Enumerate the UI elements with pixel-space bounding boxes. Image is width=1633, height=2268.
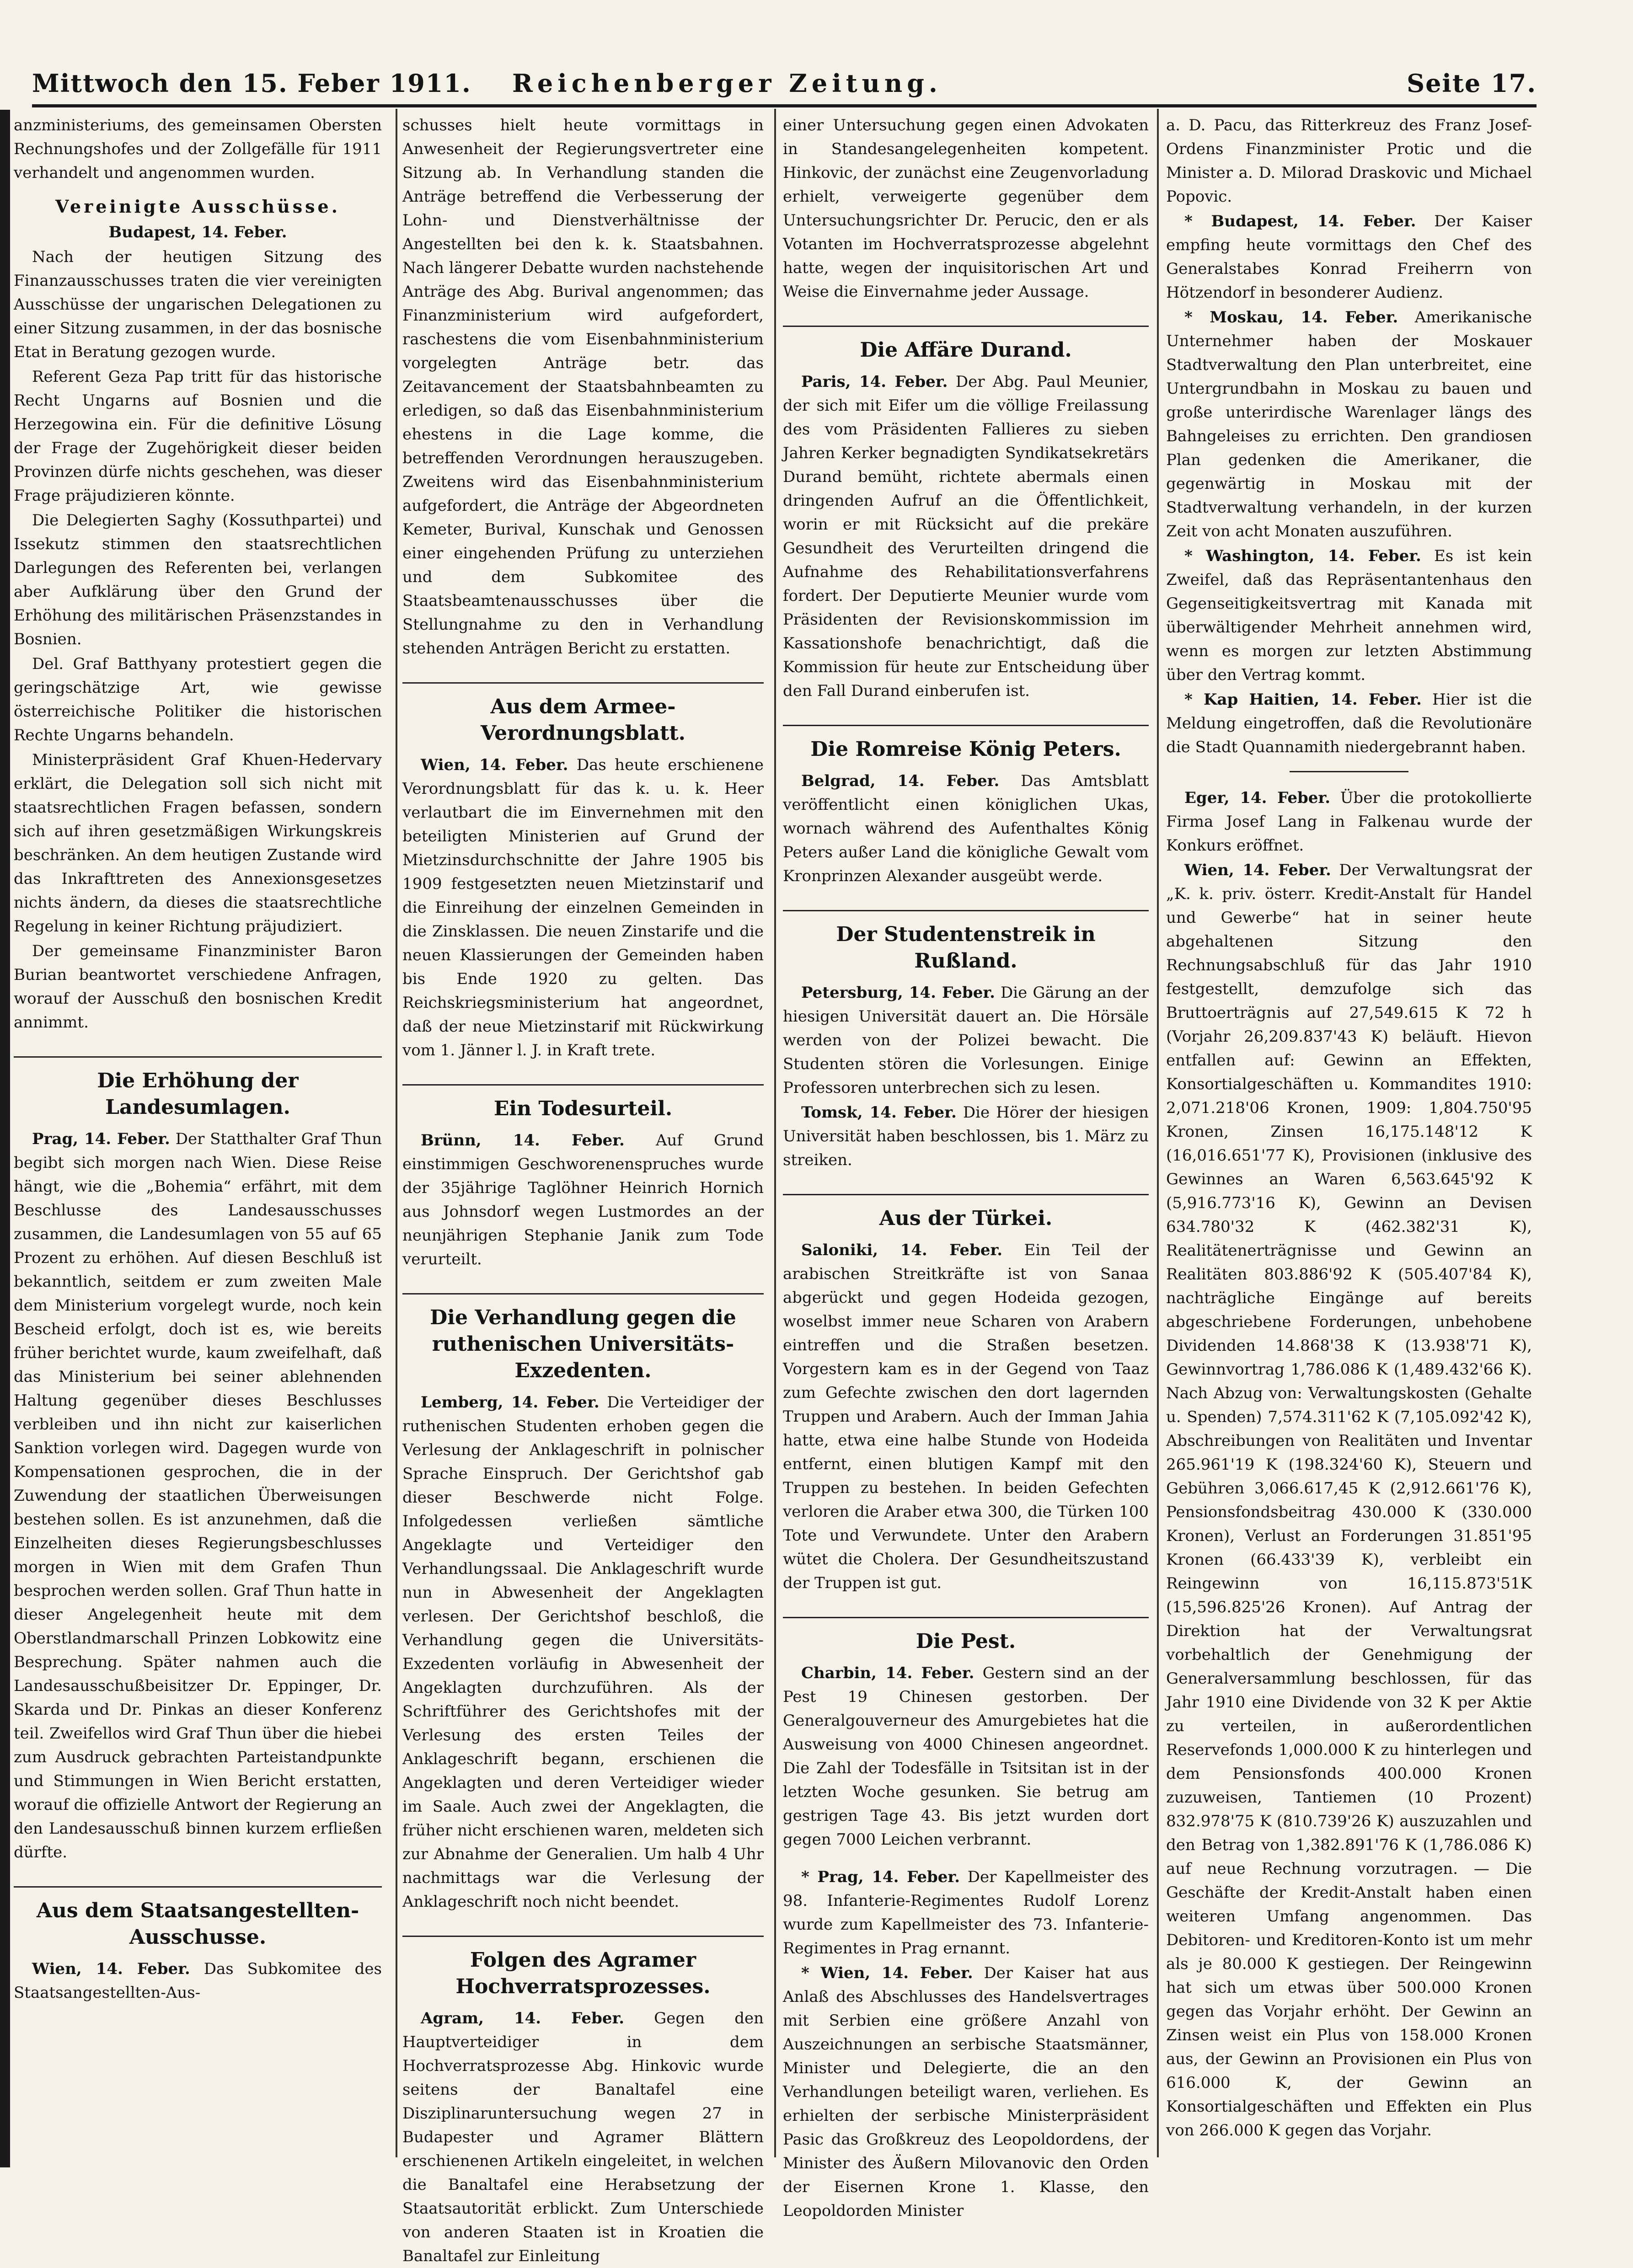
scan-edge-shadow <box>0 110 10 2167</box>
column-4 <box>1166 113 1532 2162</box>
dateline: * Budapest, 14. Feber. <box>1184 212 1416 230</box>
column-1 <box>14 113 382 2162</box>
paragraph: Der Verwaltungsrat der „K. k. priv. österr. Kredit-Anstalt für Handel und Gewerbe“ hat in seiner heute abgehaltenen Sitzung den Rechnungsabschluß für das Jahr 1910 festgestellt, demzufolge sich das Bruttoerträgnis auf 27,549.615 K 72 h (Vorjahr 26,209.837'43 K) beläuft. Hievon entfallen auf: Gewinn an Effekten, Konsortialgeschäften u. Kommandites 1910: 2,071.218'06 Kronen, 1909: 1,804.750'95 Kronen, Zinsen 16,175.148'12 K (16,016.651'77 K), Provisionen (inklusive des Gewinnes an Waren 6,563.645'92 K (5,916.773'16 K), Gewinn an Devisen 634.780'32 K (462.382'31 K), Realitätenerträgnisse und Gewinn an Realitäten 803.886'92 K (505.407'84 K), nachträgliche Eingänge auf bereits abgeschriebene Forderungen, unbehobene Dividenden 14.868'38 K (13.938'71 K), Gewinnvortrag 1,786.086 K (1,489.432'66 K). Nach Abzug von: Verwaltungskosten (Gehalte u. Spenden) 7,574.311'62 K (7,105.092'42 K), Abschreibungen von Realitäten und Inventar 265.961'19 K (198.324'60 K), Steuern und Gebühren 3,066.617,45 K (2,912.661'76 K), Pensionsfondsbeitrag 430.000 K (330.000 Kronen), Verlust an Forderungen 31.851'95 Kronen (66.433'39 K), verbleibt ein Reingewinn von 16,115.873'51K (15,596.825'26 Kronen). Auf Antrag der Direktion hat der Verwaltungsrat vorbehaltlich der Genehmigung der Generalversammlung beschlossen, für das Jahr 1910 eine Dividende von 32 K per Aktie zu verteilen, in außerordentlichen Reservefonds 1,000.000 K zu hinterlegen und dem Pensionsfonds 400.000 Kronen zuzuweisen, Tantiemen (10 Prozent) 832.978'75 K (810.739'26 K) auszuzahlen und den Betrag von 1,382.891'76 K (1,786.086 K) auf neue Rechnung vorzutragen. — Die Geschäfte der Kredit-Anstalt haben einen weiteren Umfang angenommen. Das Debitoren- und Kreditoren-Konto ist um mehr als je 80.000 K gestiegen. Der Reingewinn hat sich um etwas über 500.000 Kronen gegen das Vorjahr erhöht. Der Gewinn an Zinsen weist ein Plus von 158.000 Kronen aus, der Gewinn an Provisionen ein Plus von 616.000 K, der Gewinn an Konsortialgeschäften und Effekten ein Plus von 266.000 K gegen das Vorjahr. <box>1166 861 1532 2140</box>
dateline: Agram, 14. Feber. <box>421 2009 625 2027</box>
article-heading: Aus der Türkei. <box>783 1194 1149 1232</box>
dateline: Paris, 14. Feber. <box>801 373 948 391</box>
paragraph: Der Kaiser hat aus Anlaß des Abschlusses des Handelsvertrages mit Serbien eine größere Anzahl von Auszeichnungen an serbische Staatsmänner, Minister und Delegierte, die an den Verhandlungen beteiligt waren, verliehen. Es erhielten der serbische Ministerpräsident Pasic das Großkreuz des Leopoldordens, der Minister des Äußern Milovanovic den Orden der Eisernen Krone 1. Klasse, den Leopoldorden Minister <box>783 1964 1149 2220</box>
article-fragment: einer Untersuchung gegen einen Advokaten in Standesangelegenheiten kompetent. Hinkovic, der zunächst eine Zeugenvorladung erhielt, verweigerte gegenüber dem Untersuchungsrichter Dr. Perucic, den er als Votanten im Hochverratsprozesse abgelehnt hatte, wegen der inquisitorischen Art und Weise die Einvernahme jeder Aussage. <box>783 116 1149 301</box>
paragraph: Gestern sind an der Pest 19 Chinesen gestorben. Der Generalgouverneur des Amurgebietes hat die Ausweisung von 4000 Chinesen angeordnet. Die Zahl der Todesfälle in Tsitsitan ist in der letzten Woche gesunken. Sie betrug am gestrigen Tage 43. Bis jetzt wurden dort gegen 7000 Leichen verbrannt. <box>783 1664 1149 1849</box>
paragraph: Die Verteidiger der ruthenischen Studenten erhoben gegen die Verlesung der Anklageschrift in polnischer Sprache Einspruch. Der Gerichtshof gab dieser Beschwerde nicht Folge. Infolgedessen verließen sämtliche Angeklagte und Verteidiger den Verhandlungssaal. Die Anklageschrift wurde nun in Abwesenheit der Angeklagten verlesen. Der Gerichtshof beschloß, die Verhandlung gegen die Universitäts-Exzedenten vorläufig in Abwesenheit der Angeklagten durchzuführen. Als der Schriftführer des Gerichtshofes mit der Verlesung des ersten Teiles der Anklageschrift begann, erschienen die Angeklagten und deren Verteidiger wieder im Saale. Auch zwei der Angeklagten, die früher nicht erschienen waren, meldeten sich zur Abnahme der Generalien. Um halb 4 Uhr nachmittags war die Verlesung der Anklageschrift noch nicht beendet. <box>402 1393 764 1911</box>
paragraph: Del. Graf Batthyany protestiert gegen die geringschätzige Art, wie gewisse österreichische Politiker die historischen Rechte Ungarns behandeln. <box>14 655 382 744</box>
column-3 <box>783 113 1149 2220</box>
article-fragment: schusses hielt heute vormittags in Anwesenheit der Regierungsvertreter eine Sitzung ab. In Verhandlung standen die Anträge betreffend die Verbesserung der Lohn- und Dienstverhältnisse der Angestellten bei den k. k. Staatsbahnen. Nach längerer Debatte wurden nachstehende Anträge des Abg. Burival angenommen; das Finanzministerium wird aufgefordert, raschestens die vom Eisenbahnministerium vorgelegten Anträge betr. das Zeitavancement der Staatsbahnbeamten zu erledigen, so daß das Eisenbahnministerium ehestens in die Lage komme, die betreffenden Verordnungen herauszugeben. Zweitens wird das Eisenbahnministerium aufgefordert, die Anträge der Abgeordneten Kemeter, Burival, Kunschak und Genossen einer eingehenden Prüfung zu unterziehen und dem Subkomitee des Staatsbeamtenausschusses über die Stellungnahme zu den in Verhandlung stehenden Anträgen Bericht zu erstatten. <box>402 116 764 658</box>
article-heading: Die Erhöhung der Landesumlagen. <box>14 1056 382 1121</box>
dateline: Wien, 14. Feber. <box>421 756 568 774</box>
dateline: * Wien, 14. Feber. <box>801 1964 973 1982</box>
dateline: * Kap Haitien, 14. Feber. <box>1184 690 1422 709</box>
article-heading: Ein Todesurteil. <box>402 1084 764 1122</box>
page-header <box>32 69 1537 110</box>
dateline: Saloniki, 14. Feber. <box>801 1241 1003 1259</box>
paragraph: Auf Grund einstimmigen Geschworenenspruches wurde der 35jährige Taglöhner Heinrich Hornich aus Johnsdorf wegen Lustmordes an der neunjährigen Stephanie Janik zum Tode verurteilt. <box>402 1131 764 1268</box>
column-rule <box>1157 109 1159 2157</box>
header-date: Mittwoch den 15. Feber 1911. <box>32 69 471 98</box>
article-fragment: anzministeriums, des gemeinsamen Obersten Rechnungshofes und der Zollgefälle für 1911 verhandelt und angenommen wurden. <box>14 116 382 182</box>
article-heading: Aus dem Staatsangestellten-Ausschusse. <box>14 1886 382 1951</box>
dateline: Brünn, 14. Feber. <box>421 1131 625 1150</box>
dateline: Wien, 14. Feber. <box>32 1960 190 1978</box>
header-rule <box>32 104 1537 107</box>
article-heading: Folgen des Agramer Hochverratsprozesses. <box>402 1936 764 2000</box>
article-fragment: a. D. Pacu, das Ritterkreuz des Franz Josef-Ordens Finanzminister Protic und die Minister a. D. Milorad Draskovic und Michael Popovic. <box>1166 116 1532 206</box>
dateline: Budapest, 14. Feber. <box>108 223 287 241</box>
dateline: * Prag, 14. Feber. <box>801 1868 960 1886</box>
dateline: Eger, 14. Feber. <box>1184 789 1331 807</box>
paragraph: Der Statthalter Graf Thun begibt sich morgen nach Wien. Diese Reise hängt, wie die „Bohemia“ erfährt, mit dem Beschlusse des Landesausschusses zusammen, die Landesumlagen von 55 auf 65 Prozent zu erhöhen. Auf diesen Beschluß ist bekanntlich, seitdem er zum zweiten Male dem Ministerium vorgelegt wurde, noch kein Bescheid erfolgt, doch ist es, wie bereits früher berichtet wurde, kaum zweifelhaft, daß das Ministerium bei seiner ablehnenden Haltung gegenüber dieses Beschlusses verbleiben und ihn nicht zur kaiserlichen Sanktion vorlegen wird. Dagegen wurde von Kompensationen gesprochen, die in der Zuwendung der staatlichen Überweisungen bestehen sollen. Es ist anzunehmen, daß die Einzelheiten dieses Regierungsbeschlusses morgen in Wien mit dem Grafen Thun besprochen werden sollen. Graf Thun hatte in dieser Angelegenheit heute mit dem Oberstlandmarschall Prinzen Lobkowitz eine Besprechung. Später nahmen auch die Landesausschußbeisitzer Dr. Eppinger, Dr. Skarda und Dr. Pinkas an dieser Konferenz teil. Zweifellos wird Graf Thun über die hiebei zum Ausdruck gebrachten Parteistandpunkte und Stimmungen in Wien Bericht erstatten, worauf die offizielle Antwort der Regierung an den Landesausschuß binnen kurzem erfließen dürfte. <box>14 1130 382 1861</box>
paragraph: Die Delegierten Saghy (Kossuthpartei) und Issekutz stimmen den staatsrechtlichen Darlegungen des Referenten bei, verlangen aber Aufklärung über den Grund der Erhöhung des militärischen Präsenzstandes in Bosnien. <box>14 511 382 648</box>
paragraph: Der Kapellmeister des 98. Infanterie-Regimentes Rudolf Lorenz wurde zum Kapellmeister des 73. Infanterie-Regimentes in Prag ernannt. <box>783 1868 1149 1958</box>
dateline: Prag, 14. Feber. <box>32 1130 170 1148</box>
paragraph: Amerikanische Unternehmer haben der Moskauer Stadtverwaltung den Plan unterbreitet, eine Untergrundbahn in Moskau zu bauen und große unterirdische Warenlager längs des Bahngeleises zu errichten. Den grandiosen Plan gedenken die Amerikaner, die gegenwärtig in Moskau mit der Stadtverwaltung verhandeln, in der kurzen Zeit von acht Monaten auszuführen. <box>1166 308 1532 540</box>
column-rule <box>396 109 397 2157</box>
paragraph: Die Gärung an der hiesigen Universität dauert an. Die Hörsäle werden von der Polizei bewacht. Die Studenten stören die Vorlesungen. Einige Professoren unterbrechen sich zu lesen. <box>783 984 1149 1097</box>
article-heading: Der Studentenstreik in Rußland. <box>783 910 1149 974</box>
paragraph: Nach der heutigen Sitzung des Finanzausschusses traten die vier vereinigten Ausschüsse der ungarischen Delegationen zu einer Sitzung zusammen, in der das bosnische Etat in Beratung gezogen wurde. <box>14 248 382 361</box>
dateline: * Washington, 14. Feber. <box>1184 547 1421 565</box>
paragraph: Das Subkomitee des Staatsangestellten-Aus- <box>14 1960 382 2002</box>
dateline: Tomsk, 14. Feber. <box>801 1103 957 1122</box>
paragraph: Ein Teil der arabischen Streitkräfte ist von Sanaa abgerückt und gegen Hodeida gezogen, woselbst immer neue Scharen von Arabern eintreffen und die Straßen besetzen. Vorgestern kam es in der Gegend von Taaz zum Gefechte zwischen den dort lagernden Truppen und Arabern. Auch der Imman Jahia hatte, etwa eine halbe Stunde von Hodeida entfernt, einen blutigen Kampf mit den Truppen zu bestehen. In beiden Gefechten verloren die Araber etwa 300, die Türken 100 Tote und Verwundete. Unter den Arabern wütet die Cholera. Der Gesundheitszustand der Truppen ist gut. <box>783 1241 1149 1592</box>
paragraph: Der Kaiser empfing heute vormittags den Chef des Generalstabes Konrad Freiherrn von Hötzendorf in besonderer Audienz. <box>1166 212 1532 302</box>
paragraph: Über die protokollierte Firma Josef Lang in Falkenau wurde der Konkurs eröffnet. <box>1166 789 1532 855</box>
paragraph: Ministerpräsident Graf Khuen-Hedervary erklärt, die Delegation soll sich nicht mit staatsrechtlichen Fragen befassen, sondern sich auf ihren gesetzmäßigen Wirkungskreis beschränken. An dem heutigen Zustande wird das Inkrafttreten des Annexionsgesetzes nichts ändern, da dieses die staatsrechtliche Regelung in keiner Richtung präjudiziert. <box>14 751 382 936</box>
header-page-number: Seite 17. <box>1407 69 1537 98</box>
paragraph: Gegen den Hauptverteidiger in dem Hochverratsprozesse Abg. Hinkovic wurde seitens der Banaltafel eine Disziplinaruntersuchung wegen 27 in Budapester und Agramer Blättern erschienenen Artikeln eingeleitet, in welchen die Banaltafel eine Herabsetzung der Staatsautorität erblickt. Zum Unterschiede von anderen Staaten ist in Kroatien die Banaltafel zur Einleitung <box>402 2009 764 2265</box>
paragraph: Referent Geza Pap tritt für das historische Recht Ungarns auf Bosnien und die Herzegowina ein. Für die definitive Lösung der Frage der Zugehörigkeit dieser beiden Provinzen dürfe nichts geschehen, was dieser Frage präjudizieren könnte. <box>14 368 382 505</box>
paragraph: Das Amtsblatt veröffentlicht einen königlichen Ukas, wornach während des Aufenthaltes König Peters außer Land die königliche Gewalt vom Kronprinzen Alexander ausgeübt werde. <box>783 772 1149 885</box>
column-2 <box>402 113 764 2265</box>
article-heading: Die Affäre Durand. <box>783 326 1149 364</box>
paragraph: Die Hörer der hiesigen Universität haben beschlossen, bis 1. März zu streiken. <box>783 1103 1149 1169</box>
paragraph: Das heute erschienene Verordnungsblatt für das k. u. k. Heer verlautbart die im Einvernehmen mit den beteiligten Ministerien auf Grund der Mietzinsdurchschnitte der Jahre 1905 bis 1909 festgesetzten neuen Mietzinstarif und die Einreihung der einzelnen Gemeinden in die Zinsklassen. Die neuen Zinstarife und die neuen Klassierungen der Gemeinden haben bis Ende 1920 zu gelten. Das Reichskriegsministerium hat angeordnet, daß der neue Mietzinstarif mit Rückwirkung vom 1. Jänner l. J. in Kraft trete. <box>402 756 764 1059</box>
dateline: Wien, 14. Feber. <box>1184 861 1331 879</box>
article-heading: Aus dem Armee-Verordnungsblatt. <box>402 682 764 747</box>
article-heading: Die Romreise König Peters. <box>783 725 1149 763</box>
article-heading: Die Pest. <box>783 1617 1149 1655</box>
paragraph: Der gemeinsame Finanzminister Baron Burian beantwortet verschiedene Anfragen, worauf der Ausschuß den bosnischen Kredit annimmt. <box>14 942 382 1032</box>
dateline: Lemberg, 14. Feber. <box>421 1393 600 1412</box>
dateline: Petersburg, 14. Feber. <box>801 984 995 1002</box>
header-paper-title: Reichenberger Zeitung. <box>512 69 942 98</box>
dateline: Charbin, 14. Feber. <box>801 1664 974 1682</box>
paragraph: Hier ist die Meldung eingetroffen, daß die Revolutionäre die Stadt Quannamith niedergebrannt haben. <box>1166 690 1532 756</box>
dateline: * Moskau, 14. Feber. <box>1184 308 1398 326</box>
dateline: Belgrad, 14. Feber. <box>801 772 1000 790</box>
column-rule <box>774 109 776 2157</box>
section-divider <box>1290 771 1408 772</box>
paragraph: Es ist kein Zweifel, daß das Repräsentantenhaus den Gegenseitigkeitsvertrag mit Kanada mit überwältigender Mehrheit annehmen wird, wenn es morgen zur letzten Abstimmung über den Vertrag kommt. <box>1166 547 1532 684</box>
article-heading: Die Verhandlung gegen die ruthenischen Universitäts-Exzedenten. <box>402 1293 764 1384</box>
paragraph: Der Abg. Paul Meunier, der sich mit Eifer um die völlige Freilassung des vom Präsidenten Fallieres zu sieben Jahren Kerker begnadigten Syndikatsekretärs Durand bemüht, richtete abermals einen dringenden Aufruf an die Öffentlichkeit, worin er mit Rücksicht auf die prekäre Gesundheit des Verurteilten dringend die Aufnahme des Rehabilitationsverfahrens fordert. Der Deputierte Meunier wurde vom Präsidenten der Revisionskommission im Kassationshofe benachrichtigt, daß die Kommission für heute zur Entscheidung über den Fall Durand einberufen ist. <box>783 373 1149 700</box>
article-heading: Vereinigte Ausschüsse. <box>55 196 340 217</box>
